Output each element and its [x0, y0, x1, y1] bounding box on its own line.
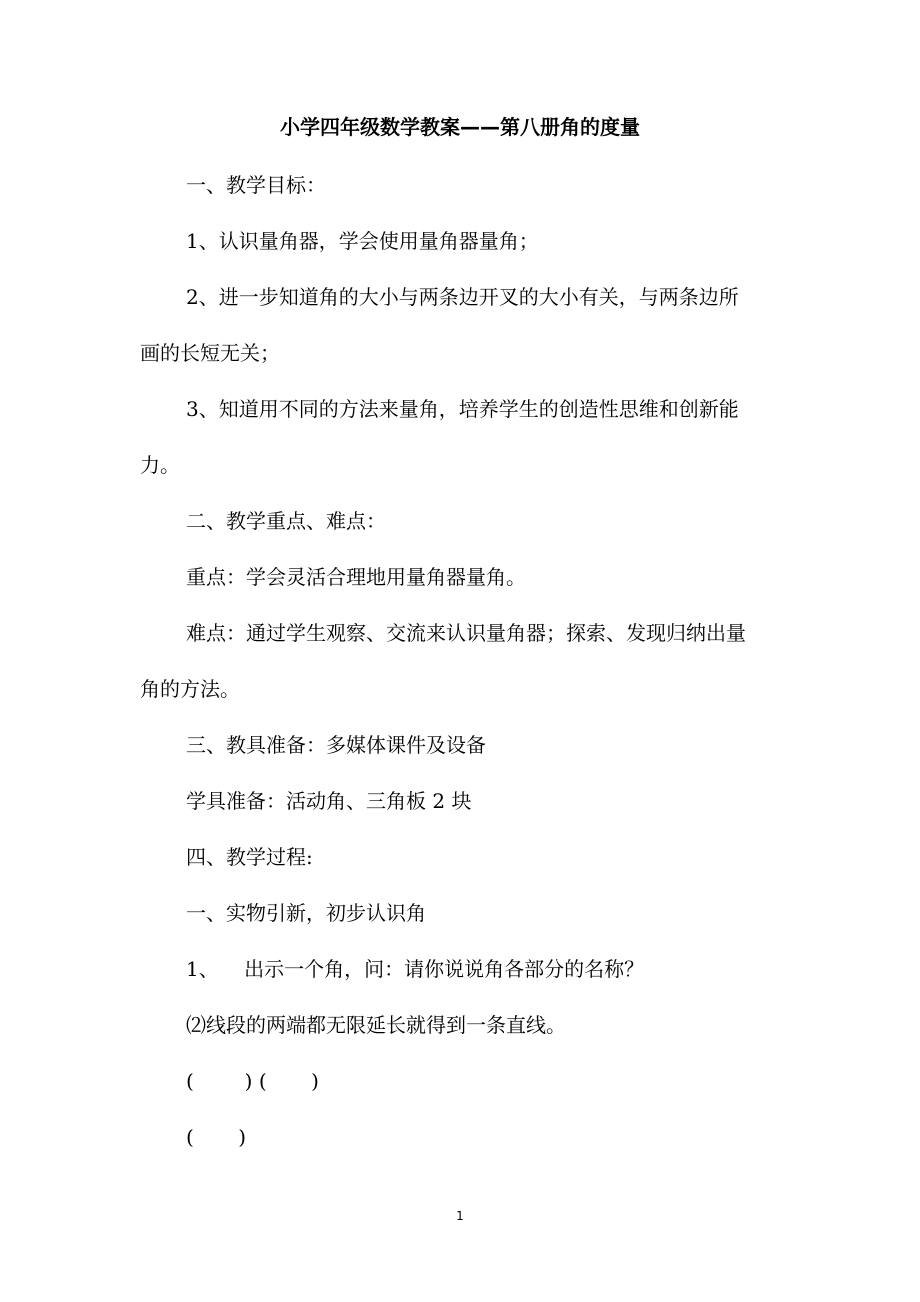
objective-3-line-1: 3、知道用不同的方法来量角，培养学生的创造性思维和创新能	[186, 397, 739, 421]
objective-1: 1、认识量角器，学会使用量角器量角；	[186, 229, 539, 253]
section-heading-process: 四、教学过程:	[186, 845, 313, 869]
difficulty-line-1: 难点：通过学生观察、交流来认识量角器；探索、发现归纳出量	[186, 621, 746, 645]
section-heading-key-points: 二、教学重点、难点：	[186, 509, 386, 533]
objective-2-line-2: 画的长短无关；	[140, 341, 280, 365]
blank-parentheses-row-1: ( ) ( )	[186, 1069, 319, 1093]
key-point: 重点：学会灵活合理地用量角器量角。	[186, 565, 526, 589]
section-heading-teaching-aids: 三、教具准备：多媒体课件及设备	[186, 733, 486, 757]
process-step-2-statement: ⑵线段的两端都无限延长就得到一条直线。	[186, 1013, 566, 1037]
blank-parentheses-row-2: ( )	[186, 1125, 247, 1149]
difficulty-line-2: 角的方法。	[140, 677, 240, 701]
objective-2-line-1: 2、进一步知道角的大小与两条边开叉的大小有关，与两条边所	[186, 285, 739, 309]
student-aids: 学具准备：活动角、三角板 2 块	[186, 789, 472, 813]
process-step-1-heading: 一、实物引新，初步认识角	[186, 901, 426, 925]
page-number: 1	[456, 1209, 464, 1223]
process-step-1-question: 1、 出示一个角，问：请你说说角各部分的名称？	[186, 957, 645, 981]
section-heading-objectives: 一、教学目标：	[186, 173, 326, 197]
page-title: 小学四年级数学教案——第八册角的度量	[280, 115, 640, 139]
objective-3-line-2: 力。	[140, 453, 180, 477]
